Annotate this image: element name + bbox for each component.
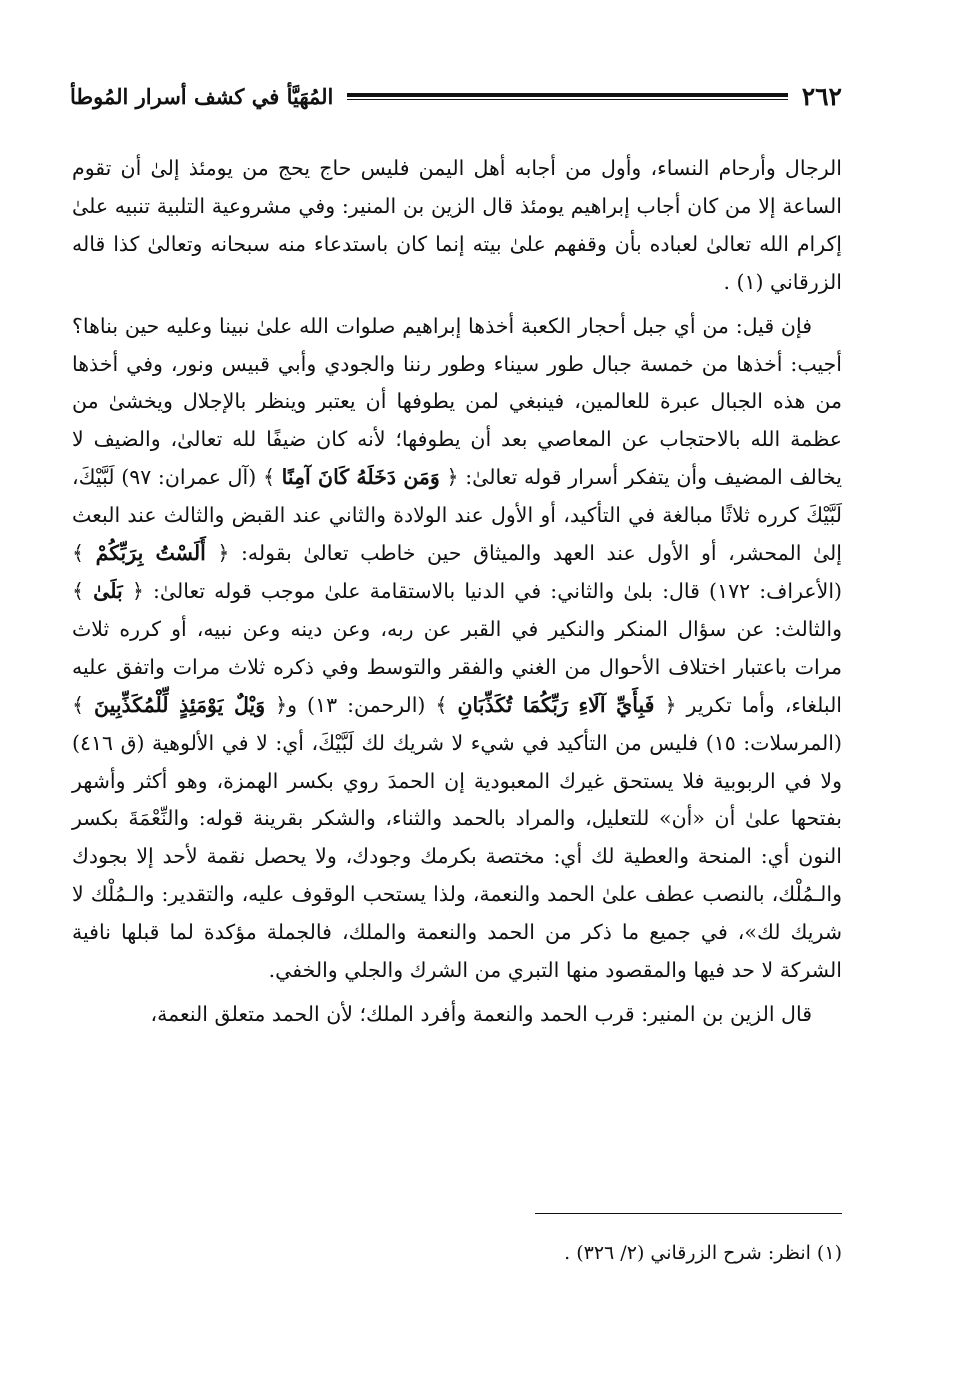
footnote-divider [535,1213,842,1214]
quran-quote: وَمَن دَخَلَهُ كَانَ آمِنًا [281,465,440,490]
body-text [72,150,842,1034]
page-number: ٢٦٢ [801,81,842,111]
text-run: ﴾ (الأعراف: ١٧٢) قال: بلىٰ والثاني: في الدنيا بالاستقامة علىٰ موجب قوله تعالىٰ: ﴿ [72,541,843,603]
text-run: قال الزين بن المنير: قرب الحمد والنعمة وأفرد الملك؛ لأن الحمد متعلق النعمة، [150,1001,812,1026]
paragraph-2 [72,308,842,990]
footnote: (١) انظر: شرح الزرقاني (٢/ ٣٢٦) . [564,1242,842,1264]
quran-quote: بَلَىٰ [93,578,123,603]
text-run: ﴾ (المرسلات: ١٥) فليس من التأكيد في شيء لا شريك لك لَبَّيْكَ، أي: لا في الألوهية (ق ٤١٦) ولا في الربوبية فلا يستحق غيرك المعبودية إن الحمدَ روي بكسر الهمزة، وهو أكثر وأشهر بفتحها علىٰ أن «أن» للتعليل، والمراد بالحمد والثناء، والشكر بقرينة قوله: والنِّعْمَةَ بكسر النون أي: المنحة والعطية لك أي: مختصة بكرمك وجودك، ولا يحصل نقمة لأحد إلا بجودك والـمُلْك، بالنصب عطف علىٰ الحمد والنعمة، ولذا يستحب الوقوف عليه، والتقدير: والـمُلْك لا شريك لك»، في جميع ما ذكر من الحمد والنعمة والملك، فالجملة مؤكدة لما قبلها نافية الشركة لا حد فيها والمقصود منها التبري من الشرك والجلي والخفي. [72,692,842,983]
header-rule [347,93,787,100]
text-run: فإن قيل: من أي جبل أحجار الكعبة أخذها إبراهيم صلوات الله علىٰ نبينا وعليه حين بناها؟ أجيب: أخذها من خمسة جبال طور سيناء وطور رننا والجودي وأبي قبيس ونور، وفي أخذها من هذه الجبال عبرة للعالمين، فينبغي لمن يطوفها أن يعتبر وينظر بالإجلال ويخشىٰ من عظمة الله بالاحتجاب عن المعاصي بعد أن يطوفها؛ لأنه كان ضيفًا لله تعالىٰ، والضيف لا يخالف المضيف وأن يتفكر أسرار قوله تعالىٰ: ﴿ [72,313,842,490]
page-header [70,78,842,114]
paragraph-3 [72,996,842,1034]
quran-quote: وَيْلٌ يَوْمَئِذٍ لِّلْمُكَذِّبِينَ [94,692,266,717]
text-run: ﴾ والثالث: عن سؤال المنكر والنكير في القبر عن ربه، وعن دينه وعن نبيه، أو كرره ثلاث مرات باعتبار اختلاف الأحوال من الغني والفقر والتوسط وفي ذكره ثلاث مرات واتفق عليه البلغاء، وأما تكرير ﴿ [72,578,843,717]
header-rule-thick [347,93,787,97]
quran-quote: أَلَسْتُ بِرَبِّكُمْ [95,541,206,566]
text-run: ﴾ (آل عمران: ٩٧) لَبَّيْكَ، لَبَّيْكَ كرره ثلاثًا مبالغة في التأكيد، أو الأول عند الولادة والثاني عند القبض والثالث عند البعث إلىٰ المحشر، أو الأول عند العهد والميثاق حين خاطب تعالىٰ بقوله: ﴿ [72,465,843,566]
quran-quote: فَبِأَيِّ آلَاءِ رَبِّكُمَا تُكَذِّبَانِ [457,692,655,717]
book-title: المُهَيَّأ في كشف أسرار المُوطأ [70,83,334,109]
paragraph-1 [72,150,842,302]
text-run: ﴾ (الرحمن: ١٣) و﴿ [265,692,458,717]
text-run: الرجال وأرحام النساء، وأول من أجابه أهل اليمن فليس حاج يحج من يومئذ إلىٰ أن تقوم الساعة إلا من كان أجاب إبراهيم يومئذ قال الزين بن المنير: وفي مشروعية التلبية تنبيه علىٰ إكرام الله تعالىٰ لعباده بأن وقفهم علىٰ بيته إنما كان باستدعاء منه سبحانه وتعالىٰ كذا قاله الزرقاني (١) . [72,156,842,294]
header-rule-thin [347,99,787,100]
